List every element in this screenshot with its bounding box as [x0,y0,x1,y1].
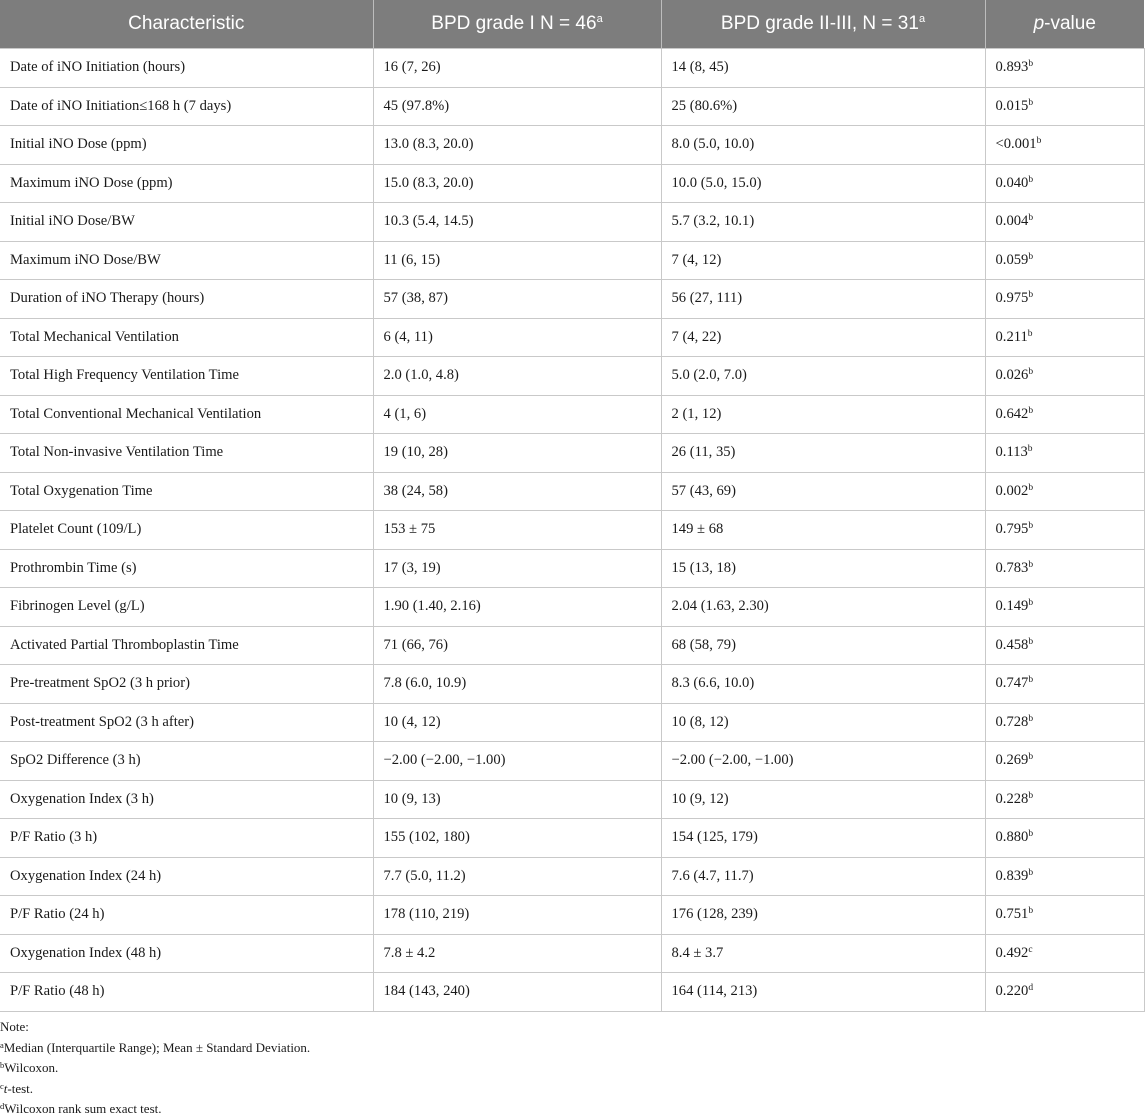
cell-characteristic [0,588,373,627]
cell-p-value-text: 0.642 [995,405,1029,422]
cell-grade23-text: 56 (27, 111) [671,290,743,307]
cell-grade23 [661,241,985,280]
cell-grade1 [373,318,661,357]
cell-characteristic [0,549,373,588]
cell-characteristic-text: Duration of iNO Therapy (hours) [10,290,205,307]
cell-p-value [985,626,1144,665]
cell-grade1-text: 2.0 (1.0, 4.8) [383,367,459,384]
cell-grade1 [373,819,661,858]
cell-characteristic-text: Total Oxygenation Time [10,482,153,499]
cell-characteristic [0,626,373,665]
p-value-footnote: b [1028,713,1034,724]
header-p-rest: -value [1044,13,1096,34]
cell-characteristic [0,780,373,819]
cell-p-value-text: 0.795 [995,521,1029,538]
cell-characteristic [0,280,373,319]
cell-p-value [985,780,1144,819]
cell-grade23 [661,665,985,704]
cell-characteristic [0,164,373,203]
cell-grade1 [373,665,661,704]
cell-grade1 [373,126,661,165]
p-value-footnote: b [1028,752,1034,763]
table-row [0,318,1144,357]
cell-characteristic-text: Activated Partial Thromboplastin Time [10,636,239,653]
cell-grade23-text: 15 (13, 18) [671,559,736,576]
note-b [0,1058,310,1079]
p-value-footnote: b [1028,675,1034,686]
cell-characteristic [0,49,373,88]
header-grade23 [661,0,985,49]
cell-characteristic [0,742,373,781]
cell-grade23 [661,549,985,588]
cell-p-value-text: 0.880 [995,829,1029,846]
note-d [0,1099,310,1120]
cell-grade1-text: 17 (3, 19) [383,559,441,576]
cell-grade23 [661,49,985,88]
cell-grade23 [661,395,985,434]
cell-characteristic-text: Post-treatment SpO2 (3 h after) [10,713,194,730]
header-grade23-label: BPD grade II-III, N = 31 [720,13,919,34]
table-row [0,626,1144,665]
note-c-italic: t [3,1080,8,1096]
cell-grade1-text: 155 (102, 180) [383,829,470,846]
table-row [0,87,1144,126]
cell-grade23 [661,626,985,665]
cell-p-value [985,126,1144,165]
cell-p-value [985,973,1144,1012]
table-row [0,241,1144,280]
table-row [0,434,1144,473]
cell-grade23 [661,742,985,781]
cell-characteristic [0,126,373,165]
cell-grade23 [661,318,985,357]
header-grade1-label: BPD grade I N = 46 [431,13,597,34]
cell-grade1 [373,549,661,588]
cell-p-value [985,549,1144,588]
cell-p-value-text: 0.269 [995,752,1029,769]
cell-grade1 [373,164,661,203]
p-value-footnote: b [1028,174,1034,185]
cell-p-value [985,318,1144,357]
cell-grade23-text: 154 (125, 179) [671,829,758,846]
cell-characteristic-text: SpO2 Difference (3 h) [10,752,141,769]
cell-grade23-text: 2.04 (1.63, 2.30) [671,598,769,615]
cell-p-value-text: 0.458 [995,636,1029,653]
cell-grade1-text: 10 (4, 12) [383,713,441,730]
table-row [0,857,1144,896]
p-value-footnote: b [1028,213,1034,224]
cell-p-value [985,203,1144,242]
table-notes [0,1017,310,1120]
cell-characteristic-text: Initial iNO Dose (ppm) [10,136,147,153]
cell-p-value-text: 0.220 [995,983,1029,1000]
cell-p-value-text: 0.728 [995,713,1029,730]
header-grade1 [373,0,661,49]
header-p-value [985,0,1144,49]
cell-characteristic [0,819,373,858]
cell-grade1 [373,395,661,434]
cell-grade1-text: 4 (1, 6) [383,405,427,422]
p-value-footnote: b [1028,790,1034,801]
cell-grade1-text: 10 (9, 13) [383,790,441,807]
cell-p-value [985,434,1144,473]
cell-grade1-text: 10.3 (5.4, 14.5) [383,213,474,230]
cell-grade23-text: 5.0 (2.0, 7.0) [671,367,747,384]
cell-grade1-text: −2.00 (−2.00, −1.00) [383,752,506,769]
note-title: Note: [0,1019,29,1034]
cell-characteristic [0,241,373,280]
cell-grade23-text: 7.6 (4.7, 11.7) [671,867,754,884]
cell-p-value [985,472,1144,511]
cell-p-value [985,49,1144,88]
cell-grade1 [373,703,661,742]
cell-characteristic [0,934,373,973]
cell-characteristic-text: Total Non-invasive Ventilation Time [10,444,224,461]
cell-grade23 [661,934,985,973]
cell-characteristic-text: P/F Ratio (3 h) [10,829,98,846]
cell-characteristic [0,857,373,896]
cell-grade1 [373,357,661,396]
cell-characteristic-text: P/F Ratio (24 h) [10,906,105,923]
cell-grade1-text: 6 (4, 11) [383,328,433,345]
cell-p-value [985,357,1144,396]
cell-grade1 [373,49,661,88]
cell-grade23-text: 10.0 (5.0, 15.0) [671,174,762,191]
cell-p-value [985,896,1144,935]
cell-p-value-text: 0.747 [995,675,1029,692]
cell-grade23-text: −2.00 (−2.00, −1.00) [671,752,794,769]
cell-grade23-text: 68 (58, 79) [671,636,736,653]
cell-p-value-text: 0.113 [995,444,1028,461]
table-row [0,896,1144,935]
p-value-footnote: d [1028,983,1034,994]
cell-grade1 [373,472,661,511]
cell-characteristic-text: Prothrombin Time (s) [10,559,137,576]
cell-p-value-text: 0.040 [995,174,1029,191]
table-row [0,357,1144,396]
p-value-footnote: b [1027,444,1033,455]
cell-grade1-text: 15.0 (8.3, 20.0) [383,174,474,191]
note-a-marker: a [0,1039,4,1050]
cell-characteristic-text: Total Mechanical Ventilation [10,328,179,345]
cell-grade23 [661,511,985,550]
cell-p-value [985,280,1144,319]
cell-grade23-text: 7 (4, 12) [671,251,722,268]
note-c-marker: c [0,1080,4,1091]
header-p-italic: p [1033,13,1045,34]
cell-grade1-text: 45 (97.8%) [383,97,450,114]
cell-grade1-text: 184 (143, 240) [383,983,470,1000]
cell-grade1-text: 7.7 (5.0, 11.2) [383,867,466,884]
cell-p-value-text: 0.492 [995,944,1029,961]
p-value-footnote: c [1028,944,1033,955]
cell-grade23-text: 2 (1, 12) [671,405,722,422]
header-grade1-footnote: a [596,13,603,25]
p-value-footnote: b [1028,867,1034,878]
cell-grade1 [373,973,661,1012]
cell-p-value [985,934,1144,973]
table-row [0,472,1144,511]
cell-characteristic-text: Maximum iNO Dose (ppm) [10,174,173,191]
cell-characteristic-text: Total High Frequency Ventilation Time [10,367,239,384]
cell-grade23 [661,819,985,858]
cell-characteristic-text: Fibrinogen Level (g/L) [10,598,145,615]
cell-grade1 [373,588,661,627]
cell-p-value-text: 0.149 [995,598,1029,615]
cell-characteristic-text: Pre-treatment SpO2 (3 h prior) [10,675,190,692]
cell-p-value-text: 0.026 [995,367,1029,384]
cell-characteristic [0,395,373,434]
cell-grade1-text: 57 (38, 87) [383,290,448,307]
cell-characteristic [0,896,373,935]
p-value-footnote: b [1028,367,1034,378]
cell-grade1 [373,203,661,242]
table-row [0,973,1144,1012]
note-a-text: Median (Interquartile Range); Mean ± Standard Deviation. [3,1039,311,1055]
cell-characteristic [0,472,373,511]
p-value-footnote: b [1028,59,1034,70]
header-grade23-footnote: a [918,13,926,25]
cell-characteristic [0,703,373,742]
cell-characteristic [0,511,373,550]
cell-grade23-text: 10 (9, 12) [671,790,729,807]
table-row [0,49,1144,88]
cell-p-value-text: 0.893 [995,59,1029,76]
cell-p-value-text: 0.751 [995,906,1029,923]
cell-characteristic [0,87,373,126]
cell-characteristic-text: Platelet Count (109/L) [10,521,142,538]
cell-grade1 [373,857,661,896]
cell-grade23 [661,126,985,165]
table-row [0,126,1144,165]
p-value-footnote: b [1028,559,1034,570]
cell-p-value-text: 0.228 [995,790,1029,807]
cell-grade23 [661,896,985,935]
cell-grade1 [373,241,661,280]
cell-p-value-text: 0.211 [995,328,1028,345]
table-row [0,819,1144,858]
cell-characteristic-text: Date of iNO Initiation≤168 h (7 days) [10,97,232,114]
p-value-footnote: b [1028,906,1034,917]
cell-grade1-text: 19 (10, 28) [383,444,448,461]
cell-p-value-text: 0.002 [995,482,1029,499]
cell-grade23 [661,472,985,511]
cell-grade1-text: 38 (24, 58) [383,482,448,499]
cell-grade1 [373,742,661,781]
p-value-footnote: b [1036,136,1042,147]
note-c [0,1079,310,1100]
table-row [0,934,1144,973]
table-row [0,665,1144,704]
cell-p-value [985,857,1144,896]
cell-grade1-text: 71 (66, 76) [383,636,448,653]
p-value-footnote: b [1028,251,1034,262]
cell-grade23 [661,780,985,819]
table-row [0,742,1144,781]
cell-grade1-text: 7.8 ± 4.2 [383,944,436,961]
table-row [0,280,1144,319]
cell-grade1 [373,896,661,935]
cell-p-value [985,703,1144,742]
cell-grade23-text: 8.3 (6.6, 10.0) [671,675,755,692]
table-row [0,703,1144,742]
cell-grade23-text: 25 (80.6%) [671,97,738,114]
table-body [0,49,1144,1012]
table-row [0,780,1144,819]
cell-characteristic-text: Initial iNO Dose/BW [10,213,135,230]
table-row [0,549,1144,588]
p-value-footnote: b [1028,521,1034,532]
cell-p-value [985,588,1144,627]
note-a [0,1038,310,1059]
cell-grade1-text: 1.90 (1.40, 2.16) [383,598,481,615]
cell-characteristic [0,203,373,242]
cell-p-value [985,395,1144,434]
cell-grade1-text: 16 (7, 26) [383,59,441,76]
cell-grade1-text: 153 ± 75 [383,521,436,538]
note-b-text: Wilcoxon. [4,1060,59,1075]
cell-grade23 [661,280,985,319]
p-value-footnote: b [1028,598,1034,609]
cell-grade1 [373,87,661,126]
table-row [0,203,1144,242]
p-value-footnote: b [1028,829,1034,840]
cell-grade1 [373,934,661,973]
cell-characteristic-text: Oxygenation Index (48 h) [10,944,162,961]
cell-p-value-text: <0.001 [995,136,1037,153]
cell-characteristic [0,318,373,357]
p-value-footnote: b [1028,290,1034,301]
cell-characteristic-text: P/F Ratio (48 h) [10,983,105,1000]
table-row [0,395,1144,434]
cell-grade1-text: 11 (6, 15) [383,251,441,268]
cell-grade23-text: 5.7 (3.2, 10.1) [671,213,755,230]
cell-grade23-text: 14 (8, 45) [671,59,729,76]
cell-characteristic-text: Total Conventional Mechanical Ventilation [10,405,262,422]
cell-characteristic [0,357,373,396]
table-row [0,164,1144,203]
p-value-footnote: b [1027,328,1033,339]
p-value-footnote: b [1028,482,1034,493]
cell-p-value [985,87,1144,126]
note-d-text: Wilcoxon rank sum exact test. [4,1101,162,1116]
cell-characteristic [0,665,373,704]
cell-characteristic-text: Date of iNO Initiation (hours) [10,59,186,76]
cell-grade1-text: 7.8 (6.0, 10.9) [383,675,467,692]
cell-characteristic-text: Maximum iNO Dose/BW [10,251,161,268]
p-value-footnote: b [1028,636,1034,647]
cell-p-value-text: 0.975 [995,290,1029,307]
table-row [0,511,1144,550]
cell-grade23 [661,588,985,627]
p-value-footnote: b [1028,405,1034,416]
cell-grade23-text: 149 ± 68 [671,521,724,538]
header-characteristic-label: Characteristic [128,13,245,34]
note-c-text: -test. [7,1080,34,1096]
cell-grade23-text: 8.4 ± 3.7 [671,944,724,961]
cell-grade23-text: 8.0 (5.0, 10.0) [671,136,755,153]
cell-characteristic-text: Oxygenation Index (3 h) [10,790,154,807]
cell-p-value-text: 0.783 [995,559,1029,576]
cell-grade23-text: 164 (114, 213) [671,983,758,1000]
cell-grade23-text: 176 (128, 239) [671,906,758,923]
header-characteristic [0,0,373,49]
cell-p-value-text: 0.015 [995,97,1029,114]
header-row [0,0,1144,49]
cell-p-value-text: 0.004 [995,213,1029,230]
cell-grade23 [661,857,985,896]
cell-grade23-text: 10 (8, 12) [671,713,729,730]
cell-grade23-text: 26 (11, 35) [671,444,736,461]
cell-grade23 [661,703,985,742]
note-b-marker: b [0,1060,5,1070]
cell-grade1 [373,511,661,550]
cell-characteristic [0,434,373,473]
cell-p-value [985,665,1144,704]
p-value-footnote: b [1028,97,1034,108]
cell-p-value [985,819,1144,858]
cell-grade1-text: 178 (110, 219) [383,906,470,923]
cell-grade23-text: 7 (4, 22) [671,328,722,345]
cell-p-value [985,164,1144,203]
cell-characteristic [0,973,373,1012]
cell-characteristic-text: Oxygenation Index (24 h) [10,867,162,884]
cell-p-value [985,742,1144,781]
cell-grade23 [661,87,985,126]
cell-p-value-text: 0.839 [995,867,1029,884]
cell-grade23 [661,203,985,242]
cell-grade1-text: 13.0 (8.3, 20.0) [383,136,474,153]
cell-grade1 [373,280,661,319]
cell-p-value [985,511,1144,550]
table-row [0,588,1144,627]
note-d-marker: d [0,1101,5,1111]
cell-grade1 [373,626,661,665]
cell-p-value [985,241,1144,280]
cell-grade23 [661,357,985,396]
cell-grade1 [373,434,661,473]
cell-grade23 [661,164,985,203]
cell-p-value-text: 0.059 [995,251,1029,268]
cell-grade23 [661,973,985,1012]
cell-grade23 [661,434,985,473]
cell-grade23-text: 57 (43, 69) [671,482,736,499]
cell-grade1 [373,780,661,819]
